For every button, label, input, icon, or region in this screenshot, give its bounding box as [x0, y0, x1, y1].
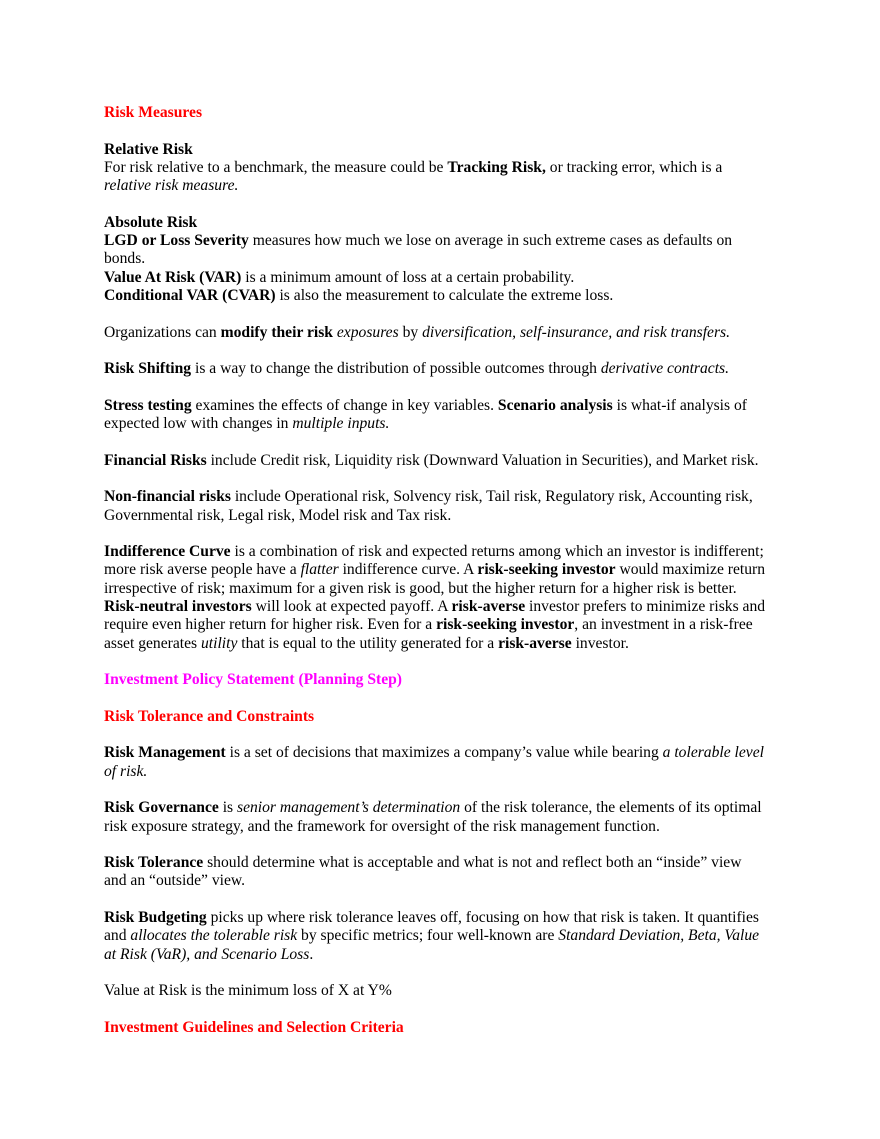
- relative-risk-line-1: For risk relative to a benchmark, the measure could be Tracking Risk, or tracking error, which is a: [104, 158, 723, 176]
- indifference-line-5: require even higher return for higher risk. Even for a risk-seeking investor, an investment in a risk-free: [104, 616, 753, 634]
- heading-risk-measures: Risk Measures: [104, 104, 203, 121]
- indifference-line-3: irrespective of risk; maximum for a given risk is good, but the higher return for a higher risk is better.: [104, 579, 737, 597]
- modify-risk-paragraph: Organizations can modify their risk exposures by diversification, self-insurance, and risk transfers.: [104, 323, 731, 341]
- risk-tolerance-line-1: Risk Tolerance should determine what is acceptable and what is not and reflect both an “inside” view: [104, 854, 742, 872]
- indifference-line-1: Indifference Curve is a combination of risk and expected returns among which an investor is indifferent;: [104, 543, 764, 561]
- heading-investment-guidelines: Investment Guidelines and Selection Criteria: [104, 1018, 404, 1036]
- financial-risks-paragraph: Financial Risks include Credit risk, Liquidity risk (Downward Valuation in Securities), and Market risk.: [104, 451, 759, 469]
- nonfinancial-risks-line-2: Governmental risk, Legal risk, Model risk and Tax risk.: [104, 506, 452, 524]
- cvar-definition: Conditional VAR (CVAR) is also the measurement to calculate the extreme loss.: [104, 286, 614, 304]
- lgd-line-1: LGD or Loss Severity measures how much we lose on average in such extreme cases as defaults on: [104, 232, 733, 250]
- indifference-line-6: asset generates utility that is equal to the utility generated for a risk-averse investor.: [104, 634, 629, 652]
- indifference-line-2: more risk averse people have a flatter indifference curve. A risk-seeking investor would maximize return: [104, 561, 765, 579]
- stress-testing-line-1: Stress testing examines the effects of change in key variables. Scenario analysis is what-if analysis of: [104, 396, 747, 414]
- risk-budgeting-line-2: and allocates the tolerable risk by specific metrics; four well-known are Standard Deviation, Beta, Value: [104, 927, 760, 945]
- risk-management-line-2: of risk.: [104, 762, 148, 780]
- indifference-line-4: Risk-neutral investors will look at expected payoff. A risk-averse investor prefers to minimize risks and: [104, 598, 766, 616]
- risk-governance-line-1: Risk Governance is senior management’s determination of the risk tolerance, the elements of its optimal: [104, 799, 762, 817]
- heading-risk-tolerance-constraints: Risk Tolerance and Constraints: [104, 707, 315, 725]
- relative-risk-title: Relative Risk: [104, 140, 193, 158]
- var-summary-line: Value at Risk is the minimum loss of X at Y%: [104, 982, 392, 1000]
- risk-tolerance-line-2: and an “outside” view.: [104, 872, 246, 890]
- absolute-risk-title: Absolute Risk: [104, 213, 198, 231]
- relative-risk-line-2: relative risk measure.: [104, 177, 239, 195]
- lgd-line-2: bonds.: [104, 250, 146, 268]
- risk-governance-line-2: risk exposure strategy, and the framework for oversight of the risk management function.: [104, 817, 660, 835]
- risk-budgeting-line-1: Risk Budgeting picks up where risk tolerance leaves off, focusing on how that risk is taken. It quantifies: [104, 909, 759, 927]
- risk-budgeting-line-3: at Risk (VaR), and Scenario Loss.: [104, 945, 314, 963]
- nonfinancial-risks-line-1: Non-financial risks include Operational risk, Solvency risk, Tail risk, Regulatory risk, Accounting risk,: [104, 488, 753, 506]
- stress-testing-line-2: expected low with changes in multiple inputs.: [104, 415, 390, 433]
- heading-investment-policy-statement: Investment Policy Statement (Planning Step): [104, 671, 402, 689]
- var-definition: Value At Risk (VAR) is a minimum amount of loss at a certain probability.: [104, 268, 575, 286]
- risk-management-line-1: Risk Management is a set of decisions that maximizes a company’s value while bearing a tolerable level: [104, 744, 764, 762]
- risk-shifting-paragraph: Risk Shifting is a way to change the distribution of possible outcomes through derivative contracts.: [104, 360, 729, 378]
